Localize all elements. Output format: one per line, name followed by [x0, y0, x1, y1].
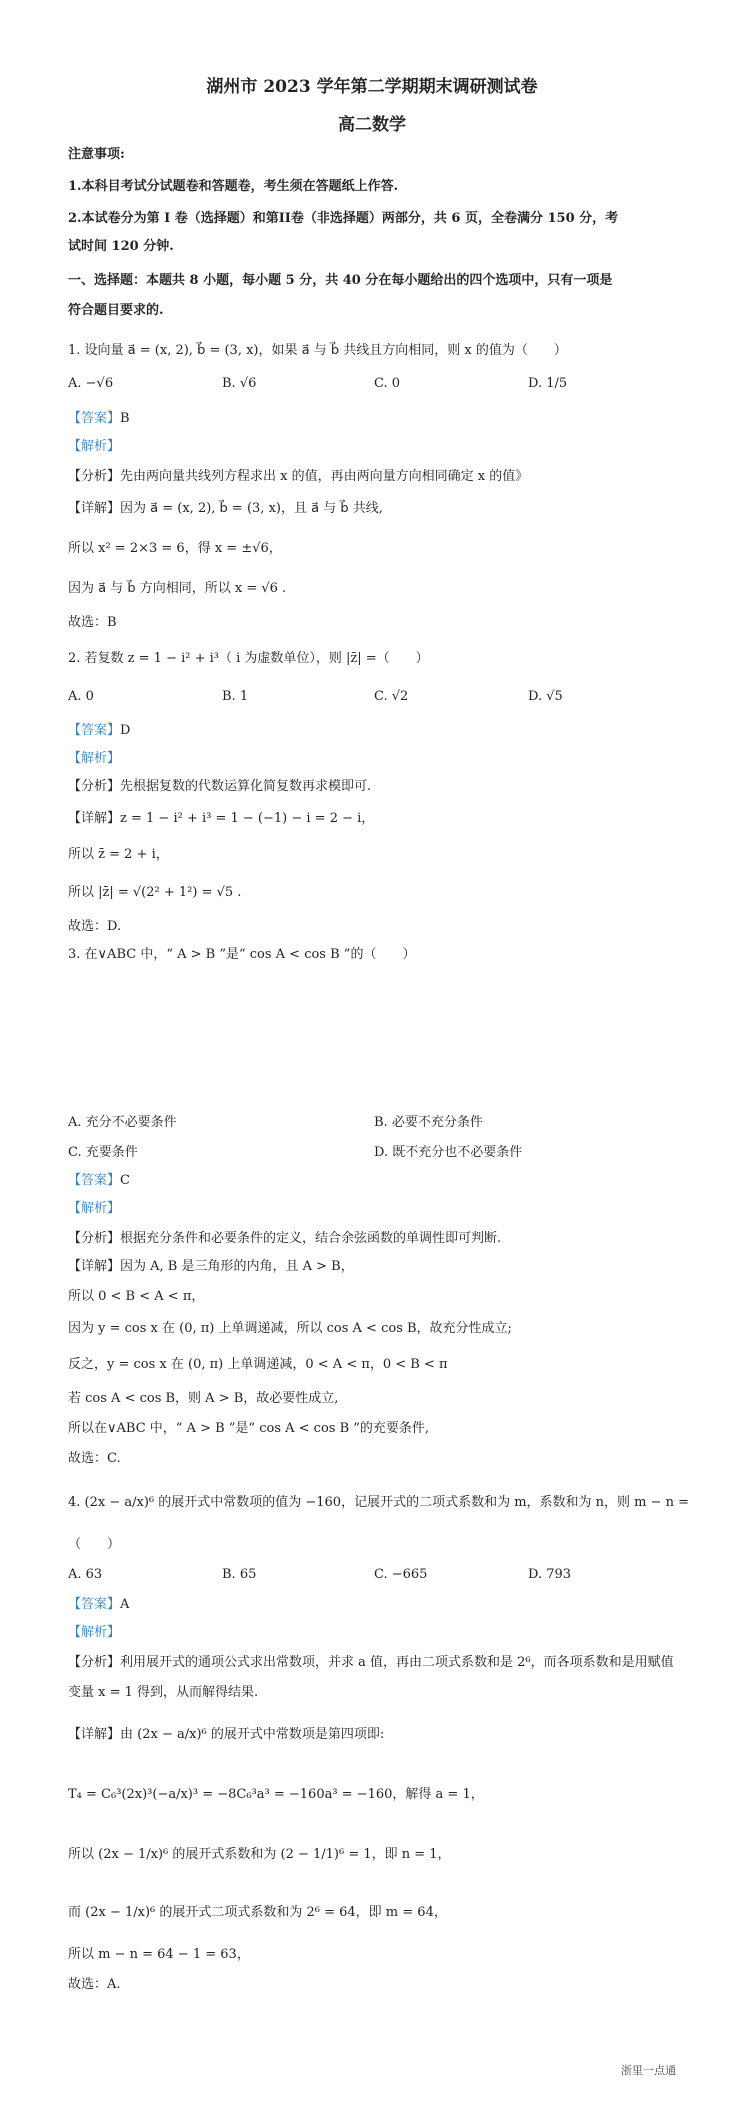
q3-detail-line-1 [68, 1258, 354, 1276]
q3-stem: 3. 在∨ABC 中，“ A > B ”是“ cos A < cos B ”的（ ） [68, 947, 416, 962]
q2-fenxi-line [68, 778, 371, 796]
exam-subtitle: 高二数学 [338, 115, 406, 135]
q2-detail-3: 所以 |z̄| = √(2² + 1²) = √5 . [68, 885, 242, 900]
q3-analysis-tag: 【解析】 [68, 1201, 121, 1216]
q1-answer-line [68, 410, 130, 428]
q2-conclusion: 故选：D. [68, 919, 122, 934]
q3-detail-4: 反之，y = cos x 在 (0, π) 上单调递减，0 < A < π，0 < B < π [68, 1357, 448, 1372]
q1-option-c: C. 0 [374, 376, 401, 391]
q4-option-a: A. 63 [68, 1567, 103, 1582]
q4-option-b: B. 65 [222, 1567, 257, 1582]
q1-answer: B [120, 411, 130, 426]
answer-tag: 【答案】 [68, 1173, 121, 1188]
q3-detail-1: 因为 A, B 是三角形的内角，且 A > B， [120, 1259, 354, 1274]
q2-detail-2: 所以 z̄ = 2 + i， [68, 847, 169, 862]
q2-option-c: C. √2 [374, 689, 409, 704]
q3-option-b: B. 必要不充分条件 [374, 1115, 483, 1130]
q4-option-d: D. 793 [528, 1567, 572, 1582]
q1-detail-2: 所以 x² = 2×3 = 6，得 x = ±√6， [68, 541, 282, 556]
q2-analysis-tag: 【解析】 [68, 751, 121, 766]
section-1-line-2: 符合题目要求的. [68, 303, 164, 318]
q1-detail-line-1 [68, 500, 383, 518]
q3-fenxi-line [68, 1230, 501, 1248]
q2-detail-line-1 [68, 810, 374, 828]
q3-option-a: A. 充分不必要条件 [68, 1115, 177, 1130]
q1-conclusion: 故选：B [68, 615, 117, 630]
q4-fenxi-line-1 [68, 1654, 674, 1672]
answer-tag: 【答案】 [68, 1597, 121, 1612]
section-1-line-1: 一、选择题：本题共 8 小题，每小题 5 分，共 40 分在每小题给出的四个选项中，只有一项是 [68, 273, 613, 288]
q1-option-a: A. −√6 [68, 376, 114, 391]
q2-answer: D [120, 723, 131, 738]
q2-answer-line [68, 722, 130, 740]
xiangjie-tag: 【详解】 [68, 501, 121, 516]
q3-detail-2: 所以 0 < B < A < π， [68, 1289, 205, 1304]
q2-option-d: D. √5 [528, 689, 563, 704]
exam-title: 湖州市 2023 学年第二学期期末调研测试卷 [206, 77, 538, 97]
q4-stem: 4. (2x − a/x)⁶ 的展开式中常数项的值为 −160，记展开式的二项式系数和为 m，系数和为 n，则 m − n = [68, 1495, 690, 1510]
q2-stem: 2. 若复数 z = 1 − i² + i³（ i 为虚数单位），则 |z̄| =（ ） [68, 651, 429, 666]
q4-detail-2: T₄ = C₆³(2x)³(−a/x)³ = −8C₆³a³ = −160a³ = −160，解得 a = 1， [68, 1787, 484, 1802]
q4-analysis-tag: 【解析】 [68, 1625, 121, 1640]
q4-fenxi-2: 变量 x = 1 得到，从而解得结果. [68, 1685, 259, 1700]
page-footer: 浙里一点通 [621, 2064, 676, 2077]
q3-fenxi: 根据充分条件和必要条件的定义，结合余弦函数的单调性即可判断. [120, 1231, 502, 1246]
q1-detail-1: 因为 a⃗ = (x, 2), b⃗ = (3, x)，且 a⃗ 与 b⃗ 共线, [120, 501, 383, 516]
xiangjie-tag: 【详解】 [68, 811, 121, 826]
fenxi-tag: 【分析】 [68, 469, 121, 484]
q4-conclusion: 故选：A. [68, 1977, 121, 1992]
q2-option-a: A. 0 [68, 689, 94, 704]
q3-detail-6: 所以在∨ABC 中，“ A > B ”是“ cos A < cos B ”的充要条件, [68, 1421, 430, 1436]
q2-fenxi: 先根据复数的代数运算化简复数再求模即可. [120, 779, 372, 794]
q4-detail-line-1 [68, 1726, 384, 1744]
q1-option-b: B. √6 [222, 376, 257, 391]
notice-item-1: 1.本科目考试分试题卷和答题卷，考生须在答题纸上作答. [68, 179, 399, 194]
q4-answer-line [68, 1596, 129, 1614]
q4-option-c: C. −665 [374, 1567, 428, 1582]
q2-detail-1: z = 1 − i² + i³ = 1 − (−1) − i = 2 − i， [120, 811, 375, 826]
fenxi-tag: 【分析】 [68, 779, 121, 794]
q4-stem-bracket: （ ） [68, 1537, 121, 1552]
q4-detail-4: 而 (2x − 1/x)⁶ 的展开式二项式系数和为 2⁶ = 64，即 m = 64， [68, 1905, 447, 1920]
answer-tag: 【答案】 [68, 411, 121, 426]
notice-item-2-line-1: 2.本试卷分为第 I 卷（选择题）和第II卷（非选择题）两部分，共 6 页，全卷满分 150 分，考 [68, 211, 619, 226]
q4-detail-3: 所以 (2x − 1/x)⁶ 的展开式系数和为 (2 − 1/1)⁶ = 1，即 n = 1， [68, 1847, 451, 1862]
answer-tag: 【答案】 [68, 723, 121, 738]
q3-option-c: C. 充要条件 [68, 1145, 138, 1160]
q4-answer: A [120, 1597, 130, 1612]
q3-answer: C [120, 1173, 130, 1188]
q3-detail-3: 因为 y = cos x 在 (0, π) 上单调递减，所以 cos A < cos B，故充分性成立; [68, 1321, 512, 1336]
q4-detail-1: 由 (2x − a/x)⁶ 的展开式中常数项是第四项即: [120, 1727, 385, 1742]
q2-option-b: B. 1 [222, 689, 249, 704]
q4-detail-5: 所以 m − n = 64 − 1 = 63， [68, 1947, 250, 1962]
q1-fenxi: 先由两向量共线列方程求出 x 的值，再由两向量方向相同确定 x 的值》 [120, 469, 529, 484]
xiangjie-tag: 【详解】 [68, 1259, 121, 1274]
q1-detail-3: 因为 a⃗ 与 b⃗ 方向相同，所以 x = √6 . [68, 581, 287, 596]
notice-heading: 注意事项: [68, 147, 125, 162]
xiangjie-tag: 【详解】 [68, 1727, 121, 1742]
q1-fenxi-line [68, 468, 528, 486]
q3-detail-5: 若 cos A < cos B，则 A > B，故必要性成立, [68, 1391, 339, 1406]
fenxi-tag: 【分析】 [68, 1655, 121, 1670]
q3-answer-line [68, 1172, 130, 1190]
q1-option-d: D. 1/5 [528, 376, 568, 391]
q1-stem: 1. 设向量 a⃗ = (x, 2), b⃗ = (3, x)，如果 a⃗ 与 b⃗ 共线且方向相同，则 x 的值为（ ） [68, 343, 567, 358]
notice-item-2-line-2: 试时间 120 分钟. [68, 239, 174, 254]
q3-option-d: D. 既不充分也不必要条件 [374, 1145, 523, 1160]
fenxi-tag: 【分析】 [68, 1231, 121, 1246]
q1-analysis-tag: 【解析】 [68, 439, 121, 454]
q3-conclusion: 故选：C. [68, 1451, 121, 1466]
q4-fenxi-1: 利用展开式的通项公式求出常数项，并求 a 值，再由二项式系数和是 2⁶，而各项系数和是用赋值 [120, 1655, 674, 1670]
